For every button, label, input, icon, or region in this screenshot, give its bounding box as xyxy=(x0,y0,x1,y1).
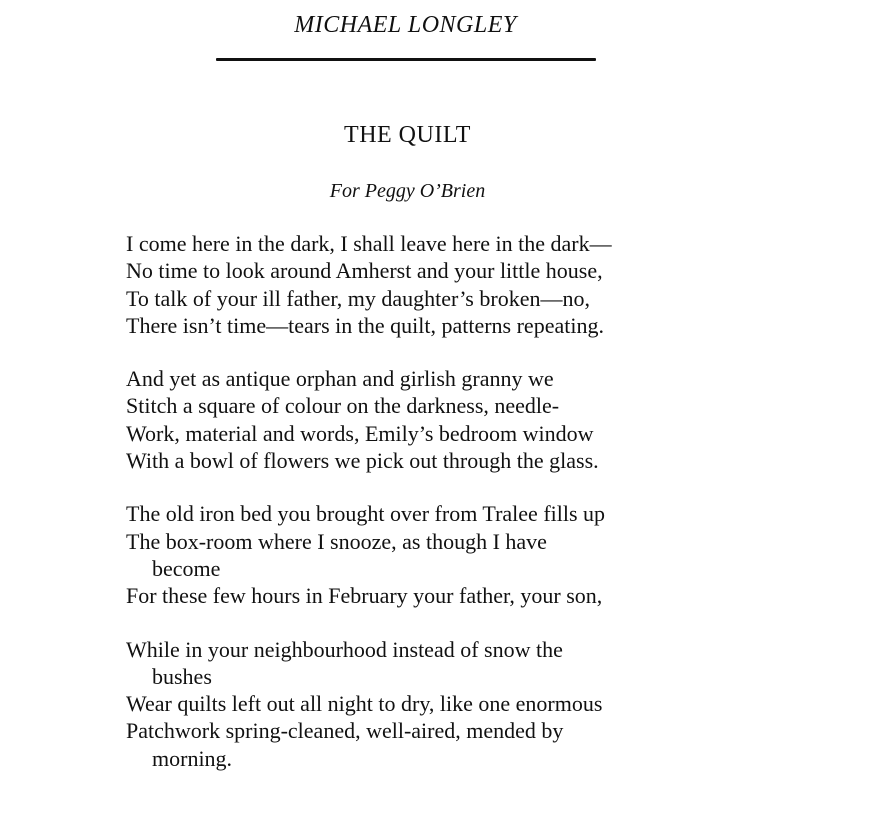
poem-body xyxy=(126,230,826,798)
stanza-2 xyxy=(126,365,826,474)
poem-title: THE QUILT xyxy=(344,122,471,148)
poem-line: For these few hours in February your father, your son, xyxy=(126,583,603,609)
stanza-3 xyxy=(126,500,826,609)
running-head-author: MICHAEL LONGLEY xyxy=(294,12,517,38)
poem-line: No time to look around Amherst and your little house, xyxy=(126,258,603,284)
poem-line-turnover: become xyxy=(152,555,221,581)
poem-line: Patchwork spring-cleaned, well-aired, mended by xyxy=(126,718,564,744)
poem-line: Wear quilts left out all night to dry, like one enormous xyxy=(126,691,603,717)
header-rule xyxy=(216,58,596,61)
poem-line: To talk of your ill father, my daughter’s broken—no, xyxy=(126,285,590,311)
poem-line: And yet as antique orphan and girlish granny we xyxy=(126,366,554,392)
poem-line: With a bowl of flowers we pick out through the glass. xyxy=(126,448,599,474)
poem-line-turnover: morning. xyxy=(152,745,233,771)
poem-dedication: For Peggy O’Brien xyxy=(329,180,486,202)
poem-line-turnover: bushes xyxy=(152,663,212,689)
stanza-1 xyxy=(126,230,826,339)
poem-line: The box-room where I snooze, as though I have xyxy=(126,528,547,554)
poem-line: The old iron bed you brought over from Tralee fills up xyxy=(126,501,606,527)
poem-line: I come here in the dark, I shall leave here in the dark— xyxy=(126,231,612,256)
stanza-4 xyxy=(126,636,826,772)
poem-line: While in your neighbourhood instead of snow the xyxy=(126,636,563,662)
poem-line: Stitch a square of colour on the darkness, needle- xyxy=(126,393,560,419)
poem-line: There isn’t time—tears in the quilt, patterns repeating. xyxy=(126,312,604,338)
poem-line: Work, material and words, Emily’s bedroom window xyxy=(126,420,594,446)
